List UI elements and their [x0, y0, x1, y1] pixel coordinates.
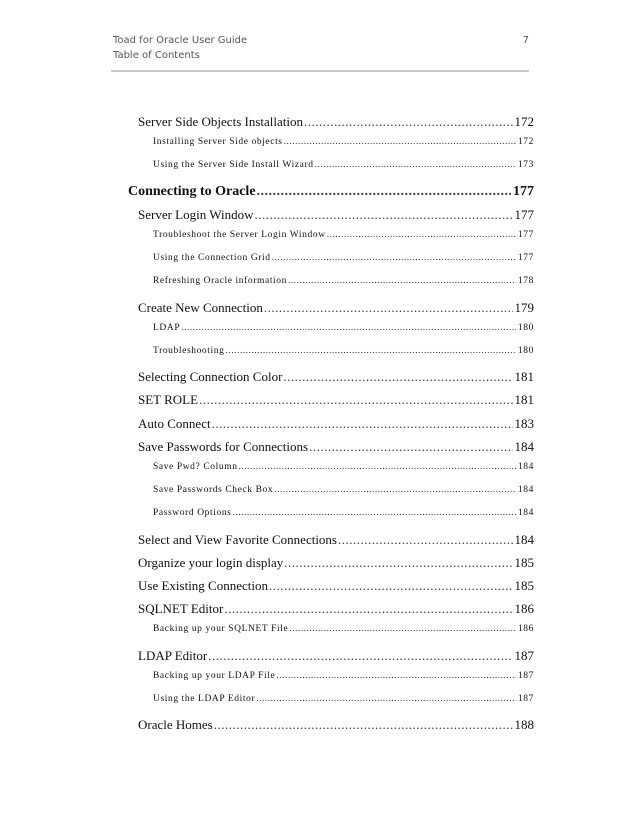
toc-leader-dots: [212, 416, 513, 432]
header-rule: [111, 70, 529, 72]
toc-entry-title: Selecting Connection Color: [138, 369, 283, 385]
toc-entry-title: SET ROLE: [138, 392, 199, 408]
toc-entry[interactable]: [153, 323, 534, 333]
toc-entry-title: Connecting to Oracle: [128, 183, 256, 199]
toc-entry-title: Password Options: [153, 508, 232, 519]
toc-leader-dots: [181, 323, 516, 333]
toc-entry[interactable]: [138, 578, 534, 594]
toc-entry-page: 184: [517, 485, 534, 496]
header-page-number: 7: [522, 35, 529, 46]
toc-leader-dots: [256, 694, 516, 704]
toc-leader-dots: [232, 508, 515, 518]
toc-entry-page: 184: [517, 462, 534, 472]
toc-entry-page: 180: [517, 346, 534, 356]
toc-entry-title: Troubleshooting: [153, 346, 225, 356]
toc-entry-title: LDAP Editor: [138, 647, 208, 663]
toc-leader-dots: [239, 462, 516, 472]
toc-leader-dots: [309, 439, 512, 455]
toc-entry-page: 187: [514, 647, 534, 663]
toc-leader-dots: [284, 555, 512, 571]
toc-entry[interactable]: [153, 485, 534, 495]
page-header: [113, 33, 533, 63]
toc-entry-title: Save Pwd? Column: [153, 462, 238, 472]
toc-entry[interactable]: [128, 184, 534, 200]
toc-leader-dots: [257, 184, 511, 200]
toc-entry[interactable]: [138, 114, 534, 130]
toc-entry[interactable]: [138, 648, 534, 664]
toc-entry-title: Refreshing Oracle information: [153, 276, 287, 287]
toc-entry[interactable]: [153, 671, 534, 681]
toc-entry-page: 181: [514, 369, 534, 385]
toc-leader-dots: [288, 276, 516, 286]
toc-entry-page: 180: [517, 322, 534, 333]
toc-entry-title: Select and View Favorite Connections: [138, 531, 337, 547]
toc-entry[interactable]: [153, 160, 534, 170]
toc-entry-page: 184: [514, 531, 534, 547]
toc-entry-page: 184: [517, 508, 534, 519]
toc-entry[interactable]: [153, 137, 534, 147]
toc-entry[interactable]: [138, 392, 534, 408]
toc-entry-page: 184: [514, 438, 534, 454]
toc-entry-page: 187: [517, 670, 534, 681]
toc-entry-title: Server Login Window: [138, 206, 254, 222]
toc-entry-title: Server Side Objects Installation: [138, 114, 303, 129]
toc-entry[interactable]: [138, 717, 534, 733]
toc-leader-dots: [338, 532, 513, 548]
toc-entry[interactable]: [138, 532, 534, 548]
toc-leader-dots: [327, 230, 516, 240]
toc-entry-title: Installing Server Side objects: [153, 137, 283, 148]
toc-entry[interactable]: [153, 276, 534, 286]
toc-entry-title: Oracle Homes: [138, 717, 213, 733]
toc-entry-title: Create New Connection: [138, 299, 263, 315]
toc-entry[interactable]: [138, 601, 534, 617]
header-title: Toad for Oracle User Guide: [113, 35, 248, 46]
toc-entry-page: 172: [517, 137, 534, 148]
toc-entry-page: 186: [517, 624, 534, 635]
toc-entry[interactable]: [138, 369, 534, 385]
toc-entry-page: 186: [514, 601, 534, 617]
toc-entry-title: LDAP: [153, 322, 181, 333]
toc-entry-title: Using the Server Side Install Wizard: [153, 160, 314, 171]
toc-entry-page: 183: [514, 415, 534, 431]
toc-entry-page: 178: [517, 276, 534, 287]
toc-entry[interactable]: [138, 300, 534, 316]
toc-entry-page: 179: [514, 299, 534, 315]
toc-entry[interactable]: [138, 555, 534, 571]
toc-entry[interactable]: [153, 346, 534, 356]
toc-entry-page: 185: [514, 554, 534, 570]
toc-entry-page: 177: [517, 230, 534, 240]
toc-entry[interactable]: [138, 439, 534, 455]
toc-leader-dots: [269, 578, 513, 594]
toc-entry-title: Use Existing Connection: [138, 578, 268, 593]
toc-entry-title: Save Passwords Check Box: [153, 485, 274, 496]
toc-entry[interactable]: [138, 207, 534, 223]
header-subtitle: Table of Contents: [113, 50, 200, 61]
toc-leader-dots: [276, 671, 516, 681]
toc-entry[interactable]: [153, 230, 534, 240]
toc-entry-page: 181: [514, 392, 534, 408]
toc-leader-dots: [274, 485, 516, 495]
toc-entry[interactable]: [138, 416, 534, 432]
toc-leader-dots: [284, 137, 516, 147]
toc-entry-page: 188: [514, 717, 534, 733]
toc-leader-dots: [199, 392, 512, 408]
toc-leader-dots: [255, 207, 513, 223]
toc-entry-title: Backing up your LDAP File: [153, 670, 276, 681]
toc-entry-page: 173: [517, 160, 534, 171]
toc-entry-title: Save Passwords for Connections: [138, 438, 309, 454]
toc-leader-dots: [224, 601, 512, 617]
toc-leader-dots: [272, 253, 516, 263]
toc-leader-dots: [214, 717, 513, 733]
toc-entry-title: Using the Connection Grid: [153, 253, 271, 264]
toc-entry-title: SQLNET Editor: [138, 601, 224, 617]
toc-entry[interactable]: [153, 462, 534, 472]
toc-entry[interactable]: [153, 253, 534, 263]
toc-leader-dots: [315, 160, 516, 170]
toc-entry-page: 185: [514, 578, 534, 593]
toc-entry-title: Organize your login display: [138, 554, 284, 570]
toc-leader-dots: [225, 346, 515, 356]
toc-entry-page: 187: [517, 694, 534, 704]
toc-entry-title: Using the LDAP Editor: [153, 694, 256, 704]
toc-leader-dots: [264, 300, 513, 316]
toc-entry-page: 172: [514, 114, 534, 129]
toc-entry-title: Troubleshoot the Server Login Window: [153, 230, 326, 240]
toc-entry[interactable]: [153, 694, 534, 704]
toc-leader-dots: [289, 624, 516, 634]
toc-entry-title: Auto Connect: [138, 415, 211, 431]
toc-entry-page: 177: [514, 206, 534, 222]
toc-entry-page: 177: [517, 253, 534, 264]
toc-leader-dots: [304, 114, 513, 130]
toc-leader-dots: [283, 369, 512, 385]
toc-entry[interactable]: [153, 624, 534, 634]
toc-entry[interactable]: [153, 508, 534, 518]
toc-entry-title: Backing up your SQLNET File: [153, 624, 289, 635]
toc-entry-page: 177: [513, 183, 534, 199]
toc-leader-dots: [208, 648, 512, 664]
